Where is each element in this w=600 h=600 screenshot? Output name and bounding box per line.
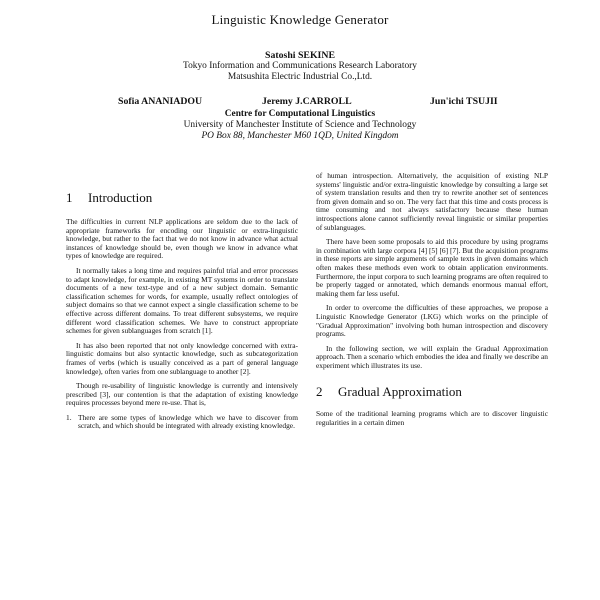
- author-block-2-affiliation: [0, 109, 600, 142]
- author-block-1: [0, 50, 600, 83]
- paragraph: In the following section, we will explain the Gradual Approximation approach. Then a scenario which embodies the idea and finally we describe an experiment which illustrates its use.: [316, 343, 548, 370]
- list-item-text: There are some types of knowledge which we have to discover from scratch, and which should be integrated with already existing knowledge.: [78, 412, 298, 431]
- section-number: 2: [316, 384, 323, 400]
- affiliation-line: University of Manchester Institute of Science and Technology: [183, 120, 417, 130]
- section-heading: [66, 190, 298, 206]
- left-column: [66, 190, 298, 431]
- numbered-list: [66, 414, 298, 431]
- affiliation-line: Tokyo Information and Communications Research Laboratory: [183, 61, 417, 71]
- paragraph: It normally takes a long time and requires painful trial and error processes to adapt knowledge, for example, in existing MT systems in order to translate documents of a new text-type and of a new subject domain. Semantic classification schemes for words, for example, usually reflect ontologies of subject domains so that we cannot expect a single classification scheme to be effective across different domains. To treat different subsystems, we require different word classification schemes. We have to construct appropriate schemes for given sublanguages from scratch [1].: [66, 265, 298, 336]
- section-title: Gradual Approximation: [338, 384, 462, 400]
- paragraph: In order to overcome the difficulties of these approaches, we propose a Linguistic Knowledge Generator (LKG) which works on the principle of "Gradual Approximation" involving both human introspection and discovery programs.: [316, 303, 548, 339]
- list-item: [66, 414, 298, 431]
- paragraph: It has also been reported that not only knowledge concerned with extra-linguistic domains but also syntactic knowledge, such as subcategorization frames of verbs (which is usually conceived as a part of general language knowledge), often varies from one sublanguage to another [2].: [66, 340, 298, 376]
- right-column: [316, 172, 548, 434]
- paper-title: Linguistic Knowledge Generator: [211, 12, 389, 27]
- author-row-2: [0, 96, 600, 108]
- affiliation-line: Centre for Computational Linguistics: [224, 109, 376, 119]
- paragraph: Some of the traditional learning programs which are to discover linguistic regularities in a certain dimen: [316, 409, 548, 428]
- paragraph: There have been some proposals to aid this procedure by using programs in combination with large corpora [4] [5] [6] [7]. But the acquisition programs in these reports are simple arguments of sample texts in given domains which often makes these methods even work to obtain application environments. Furthermore, the input corpora to such learning programs are often required to be properly tagged or annotated, which demands enormous manual effort, making them far less useful.: [316, 237, 548, 298]
- section-number: 1: [66, 190, 73, 205]
- paragraph: The difficulties in current NLP applications are seldom due to the lack of appropriate frameworks for encoding our linguistic or extra-linguistic knowledge, but rather to the fact that we do not know in advance what actual instances of knowledge should be, even though we know in advance what types of knowledge are required.: [66, 217, 298, 261]
- section-heading: [316, 384, 548, 400]
- author-name: Jun'ichi TSUJII: [430, 96, 498, 107]
- paragraph: of human introspection. Alternatively, the acquisition of existing NLP systems' linguistic and/or extra-linguistic knowledge by consulting a large set of system translation results and then try to rewrite another set of sentences from given domain and so on. The very fact that this time and costs process is time consuming and not always satisfactory because these human introspections alone cannot sufficiently reveal linguistic or similar properties of sublanguages.: [316, 171, 548, 232]
- affiliation-line: PO Box 88, Manchester M60 1QD, United Kingdom: [201, 131, 399, 141]
- author-name: Jeremy J.CARROLL: [262, 96, 352, 107]
- section-title: Introduction: [88, 190, 153, 205]
- list-ordinal: 1.: [66, 412, 72, 422]
- affiliation-line: Matsushita Electric Industrial Co.,Ltd.: [227, 72, 373, 82]
- author-name: Sofia ANANIADOU: [118, 96, 203, 107]
- author-name: Satoshi SEKINE: [265, 50, 335, 61]
- paragraph: Though re-usability of linguistic knowledge is currently and intensively prescribed [3], our contention is that the adaptation of existing knowledge requires processes beyond mere re-use. That is,: [66, 381, 298, 408]
